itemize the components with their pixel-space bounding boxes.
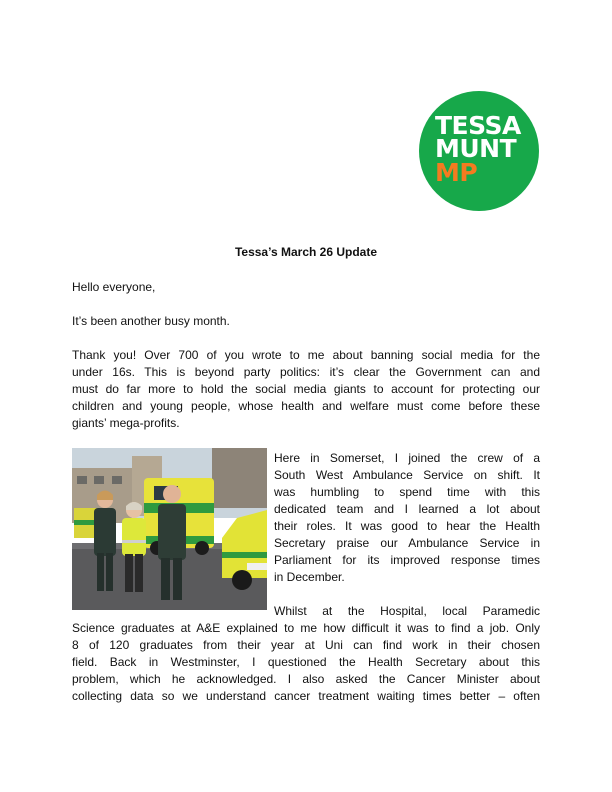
- ambulance-crew-photo: [72, 448, 267, 610]
- paragraph-line: collecting data so we understand cancer treatment waiting times better – often: [72, 689, 540, 703]
- social-media-paragraph: [72, 347, 540, 432]
- logo-line-2: MUNT: [435, 134, 517, 163]
- page-title: Tessa’s March 26 Update: [234, 245, 378, 259]
- paragraph-line: problem, which he acknowledged. I also asked the Cancer Minister about: [72, 672, 540, 686]
- paragraph-line: Here in Somerset, I joined the crew of a: [274, 451, 540, 465]
- paragraph-line: Parliament for its improved response times: [274, 553, 540, 567]
- paragraph-line: Whilst at the Hospital, local Paramedic: [274, 604, 540, 618]
- logo-line-3: MP: [435, 158, 478, 187]
- logo-line-1: TESSA: [435, 111, 521, 140]
- paragraph-line: giants’ mega-profits.: [72, 416, 180, 430]
- paragraph-line: Thank you! Over 700 of you wrote to me about banning social media for the: [72, 348, 540, 362]
- paragraph-line: children and young people, whose health and welfare must come before these: [72, 399, 540, 413]
- intro-paragraph: It’s been another busy month.: [72, 314, 230, 328]
- ambulance-paragraph: [274, 450, 540, 586]
- paragraph-line: South West Ambulance Service on shift. It: [274, 468, 540, 482]
- hospital-paragraph-first-line: [274, 603, 540, 620]
- paragraph-line: dedicated team and I learned a lot about: [274, 502, 540, 516]
- paragraph-line: field. Back in Westminster, I questioned the Health Secretary about this: [72, 655, 540, 669]
- tessa-munt-mp-logo: [419, 91, 539, 211]
- paragraph-line: under 16s. This is beyond party politics: it’s clear the Government can and: [72, 365, 540, 379]
- paragraph-line: was humbling to spend time with this: [274, 485, 540, 499]
- paragraph-line: 8 of 120 graduates from their year at Uni can find work in their chosen: [72, 638, 540, 652]
- hospital-paragraph: [72, 620, 540, 705]
- paragraph-line: in December.: [274, 570, 345, 584]
- paragraph-line: their roles. It was good to hear the Health: [274, 519, 540, 533]
- greeting: Hello everyone,: [72, 280, 156, 294]
- paragraph-line: Science graduates at A&E explained to me how difficult it was to find a job. Only: [72, 621, 540, 635]
- paragraph-line: must do far more to hold the social media giants to account for protecting our: [72, 382, 540, 396]
- paragraph-line: Secretary praise our Ambulance Service in: [274, 536, 540, 550]
